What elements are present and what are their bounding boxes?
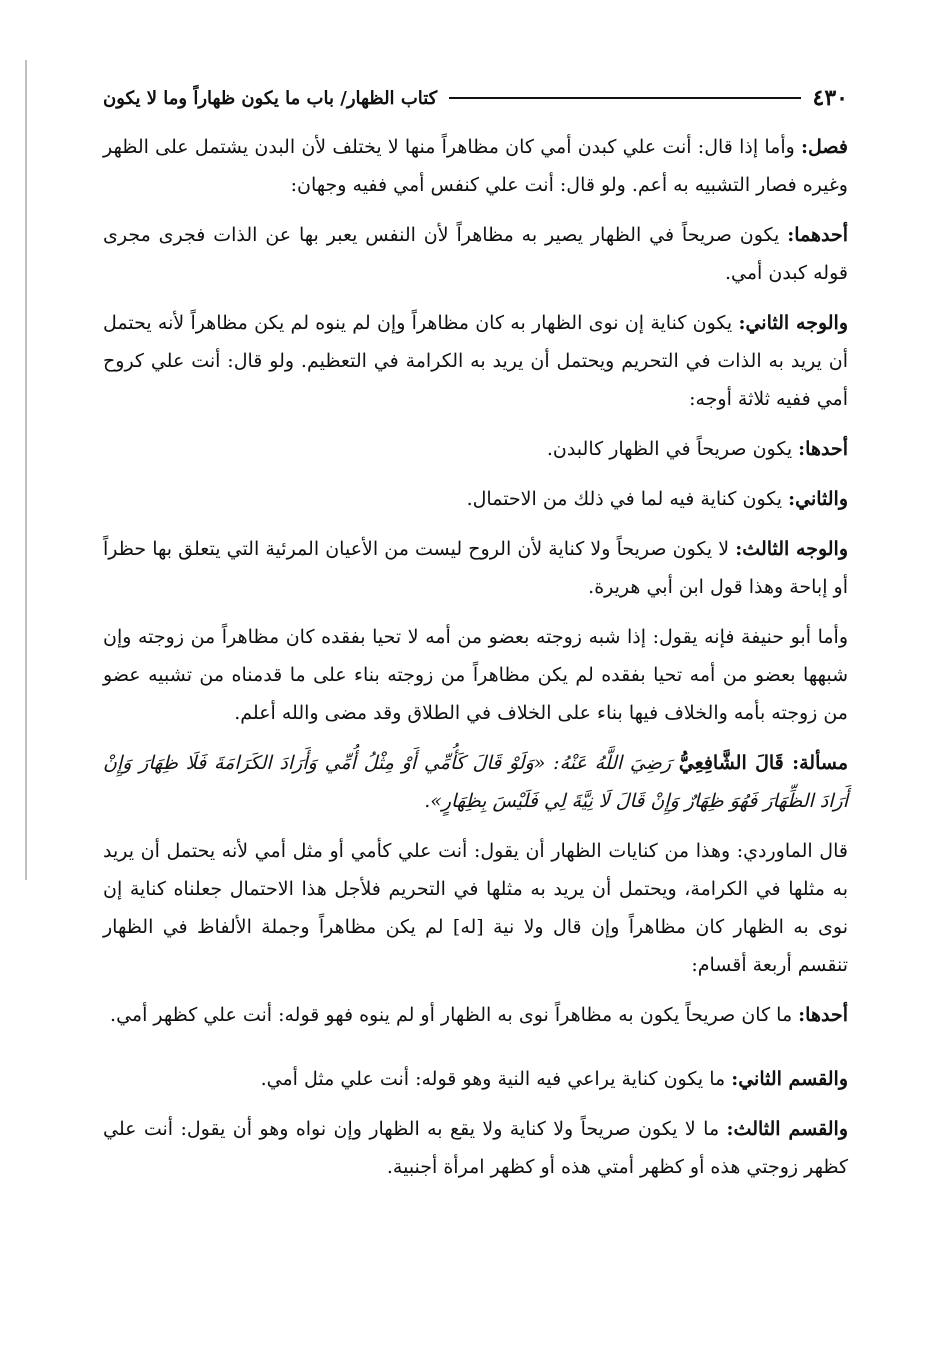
paragraph-term: مسألة: قَالَ الشَّافِعِيُّ [678, 752, 848, 774]
paragraph-mawardi [103, 832, 848, 984]
paragraph-abu-hanifa [103, 618, 848, 732]
book-page [103, 78, 848, 1198]
paragraph-text: وأما أبو حنيفة فإنه يقول: إذا شبه زوجته بعضو من أمه لا تحيا بفقده كان مظاهراً من زوجته وإن شبهها بعضو من أمه تحيا بفقده لم يكن مظاهراً من زوجته بناء على ما قدمناه من تشبيه عضو من زوجته بأمه والخلاف فيها بناء على الخلاف في الطلاق وقد مضى والله أعلم. [103, 626, 848, 724]
paragraph-masala [103, 744, 848, 820]
paragraph-first-view [103, 216, 848, 292]
paragraph-second-view [103, 304, 848, 418]
paragraph-text: ما كان صريحاً يكون به مظاهراً نوى به الظهار أو لم ينوه فهو قوله: أنت علي كظهر أمي. [110, 1004, 793, 1026]
page-number: ٤٣٠ [812, 85, 848, 111]
paragraph-text: ما يكون كناية يراعي فيه النية وهو قوله: أنت علي مثل أمي. [260, 1068, 726, 1090]
paragraph-text: قال الماوردي: وهذا من كنايات الظهار أن يقول: أنت علي كأمي أو مثل أمي لأنه يحتمل أن يريد به مثلها في الكرامة، ويحتمل أن يريد به مثلها في التحريم فلأجل هذا الاحتمال جعلناه كناية إن نوى به الظهار كان مظاهراً وإن قال ولا نية [له] لم يكن مظاهراً وجملة الألفاظ في الظهار تنقسم أربعة أقسام: [103, 840, 848, 976]
paragraph-text: وأما إذا قال: أنت علي كبدن أمي كان مظاهراً منها لا يختلف لأن البدن يشتمل على الظهر وغيره فصار التشبيه به أعم. ولو قال: أنت علي كنفس أمي ففيه وجهان: [103, 136, 848, 196]
header-rule [449, 97, 800, 99]
paragraph-text: رَضِيَ اللَّهُ عَنْهُ: «وَلَوْ قَالَ كَأُمِّي أَوْ مِثْلُ أُمِّي وَأَرَادَ الكَرَامَةَ فَلَا ظِهَارَ وَإِنْ أَرَادَ الظِّهَارَ فَهُوَ ظِهَارٌ وَإِنْ قَالَ لَا نِيَّةَ لِي فَلَيْسَ بِظِهَارٍ». [103, 752, 848, 812]
paragraph-term: والقسم الثالث: [726, 1118, 848, 1140]
paragraph-term: والوجه الثاني: [738, 312, 848, 334]
paragraph-text: يكون كناية إن نوى الظهار به كان مظاهراً وإن لم ينوه لم يكن مظاهراً لأنه يحتمل أن يريد به الذات في التحريم ويحتمل أن يريد به الكرامة في التعظيم. ولو قال: أنت علي كروح أمي ففيه ثلاثة أوجه: [103, 312, 848, 410]
paragraph-text: يكون صريحاً في الظهار يصير به مظاهراً لأن النفس يعبر بها عن الذات فجرى مجرى قوله كبدن أمي. [103, 224, 848, 284]
paragraph-term: أحدها: [798, 438, 848, 460]
paragraph-ruh-first [103, 430, 848, 468]
paragraph-term: والقسم الثاني: [731, 1068, 848, 1090]
paragraph-section-one [103, 996, 848, 1034]
paragraph-term: أحدها: [798, 1004, 848, 1026]
paragraph-ruh-second [103, 480, 848, 518]
paragraph-term: فصل: [801, 136, 848, 158]
scan-margin-line [25, 60, 27, 880]
paragraph-text: يكون صريحاً في الظهار كالبدن. [546, 438, 793, 460]
paragraph-text: يكون كناية فيه لما في ذلك من الاحتمال. [466, 488, 783, 510]
paragraph-term: والثاني: [788, 488, 848, 510]
paragraph-section-three [103, 1110, 848, 1186]
page-header [103, 78, 848, 118]
paragraph-ruh-third [103, 530, 848, 606]
paragraph-term: أحدهما: [787, 224, 848, 246]
paragraph-text: لا يكون صريحاً ولا كناية لأن الروح ليست من الأعيان المرئية التي يتعلق بها حظراً أو إباحة وهذا قول ابن أبي هريرة. [103, 538, 848, 598]
paragraph-text: ما لا يكون صريحاً ولا كناية ولا يقع به الظهار وإن نواه وهو أن يقول: أنت علي كظهر زوجتي هذه أو كظهر أمتي هذه أو كظهر امرأة أجنبية. [103, 1118, 848, 1178]
paragraph-term: والوجه الثالث: [735, 538, 849, 560]
paragraph-section-two [103, 1060, 848, 1098]
running-title: كتاب الظهار/ باب ما يكون ظهاراً وما لا يكون [103, 87, 438, 109]
paragraph-fasl [103, 128, 848, 204]
